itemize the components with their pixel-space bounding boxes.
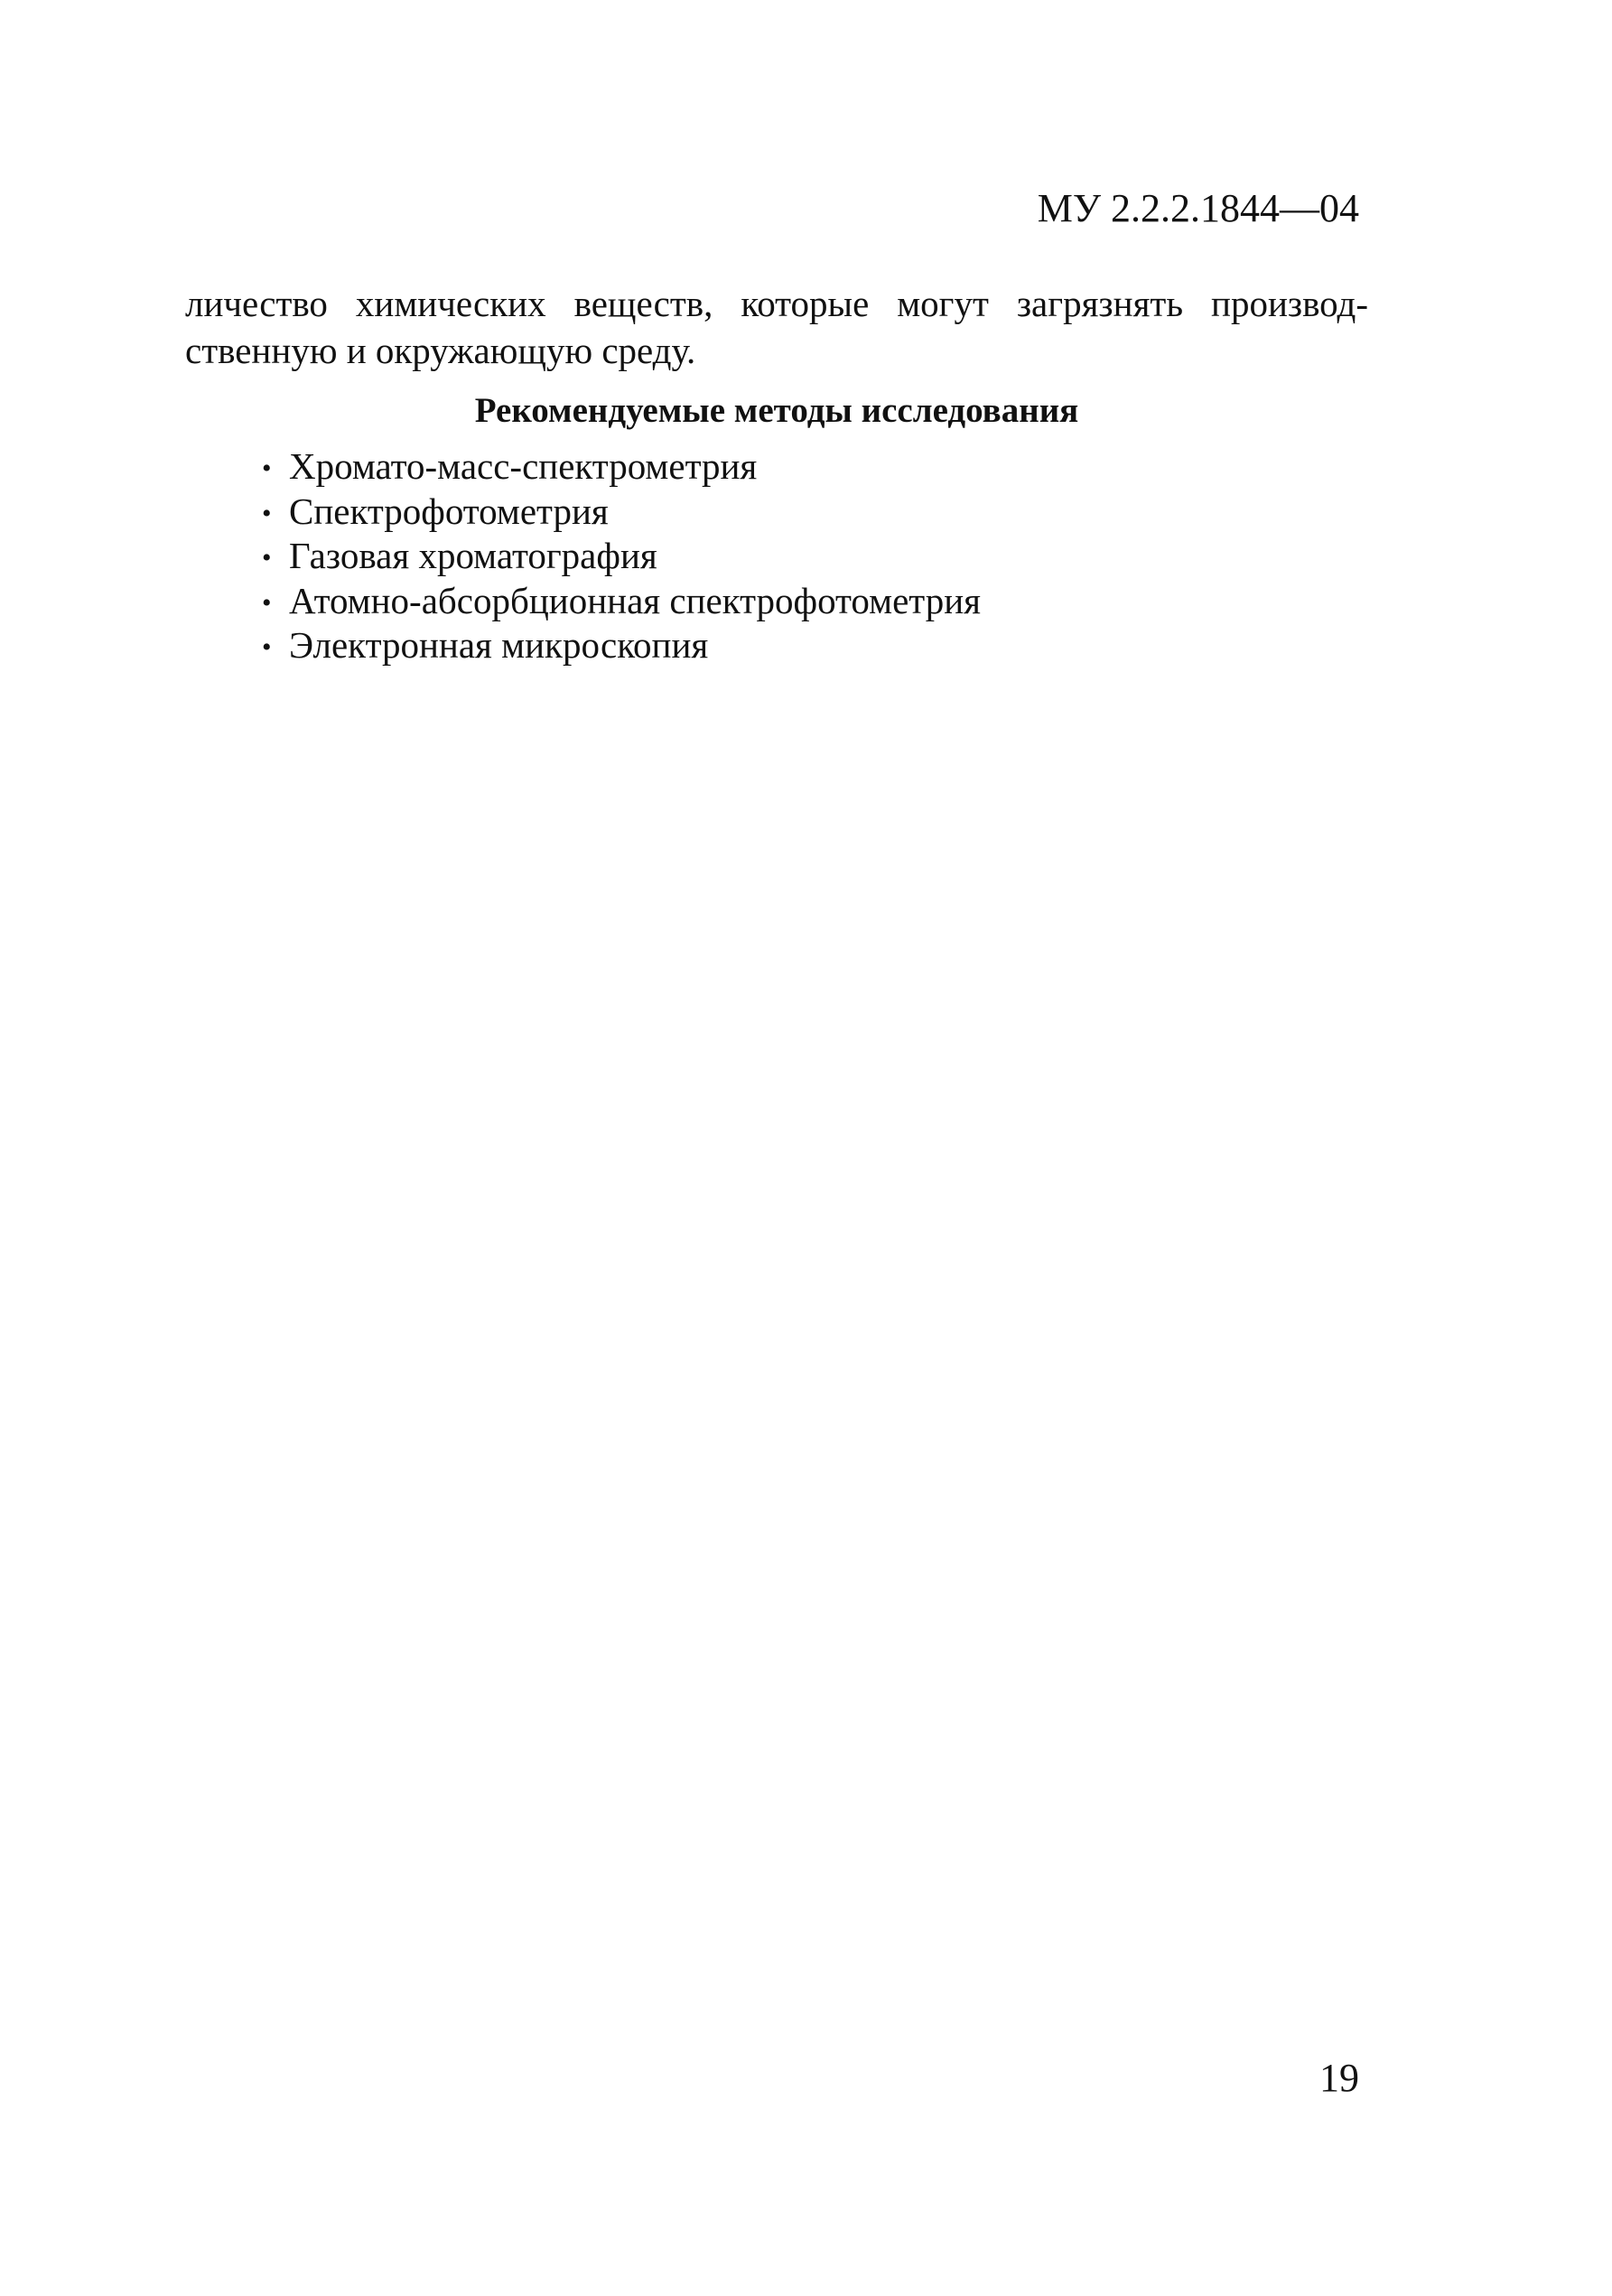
page-number: 19 (1319, 2056, 1359, 2100)
list-item-label: Электронная микроскопия (289, 624, 709, 666)
bullet-icon: • (262, 543, 272, 573)
bullet-icon: • (262, 632, 272, 662)
list-item-label: Спектрофотометрия (289, 490, 609, 532)
body-paragraph (185, 280, 1368, 374)
list-item-label: Хромато-масс-спектрометрия (289, 445, 758, 487)
bullet-icon: • (262, 453, 272, 483)
list-item-label: Газовая хроматография (289, 535, 657, 576)
document-code: МУ 2.2.2.1844—04 (1037, 186, 1359, 230)
list-item-label: Атомно-абсорбционная спектрофотометрия (289, 579, 982, 621)
methods-list (262, 445, 981, 669)
section-heading: Рекомендуемые методы исследования (474, 391, 1079, 430)
paragraph-line: ственную и окружающую среду. (185, 330, 696, 371)
list-item (262, 624, 981, 669)
list-item (262, 535, 981, 580)
list-item (262, 445, 981, 490)
bullet-icon: • (262, 498, 272, 528)
bullet-icon: • (262, 587, 272, 618)
list-item (262, 490, 981, 536)
list-item (262, 580, 981, 625)
paragraph-line: личество химических веществ, которые могут загрязнять производ- (185, 283, 1368, 324)
